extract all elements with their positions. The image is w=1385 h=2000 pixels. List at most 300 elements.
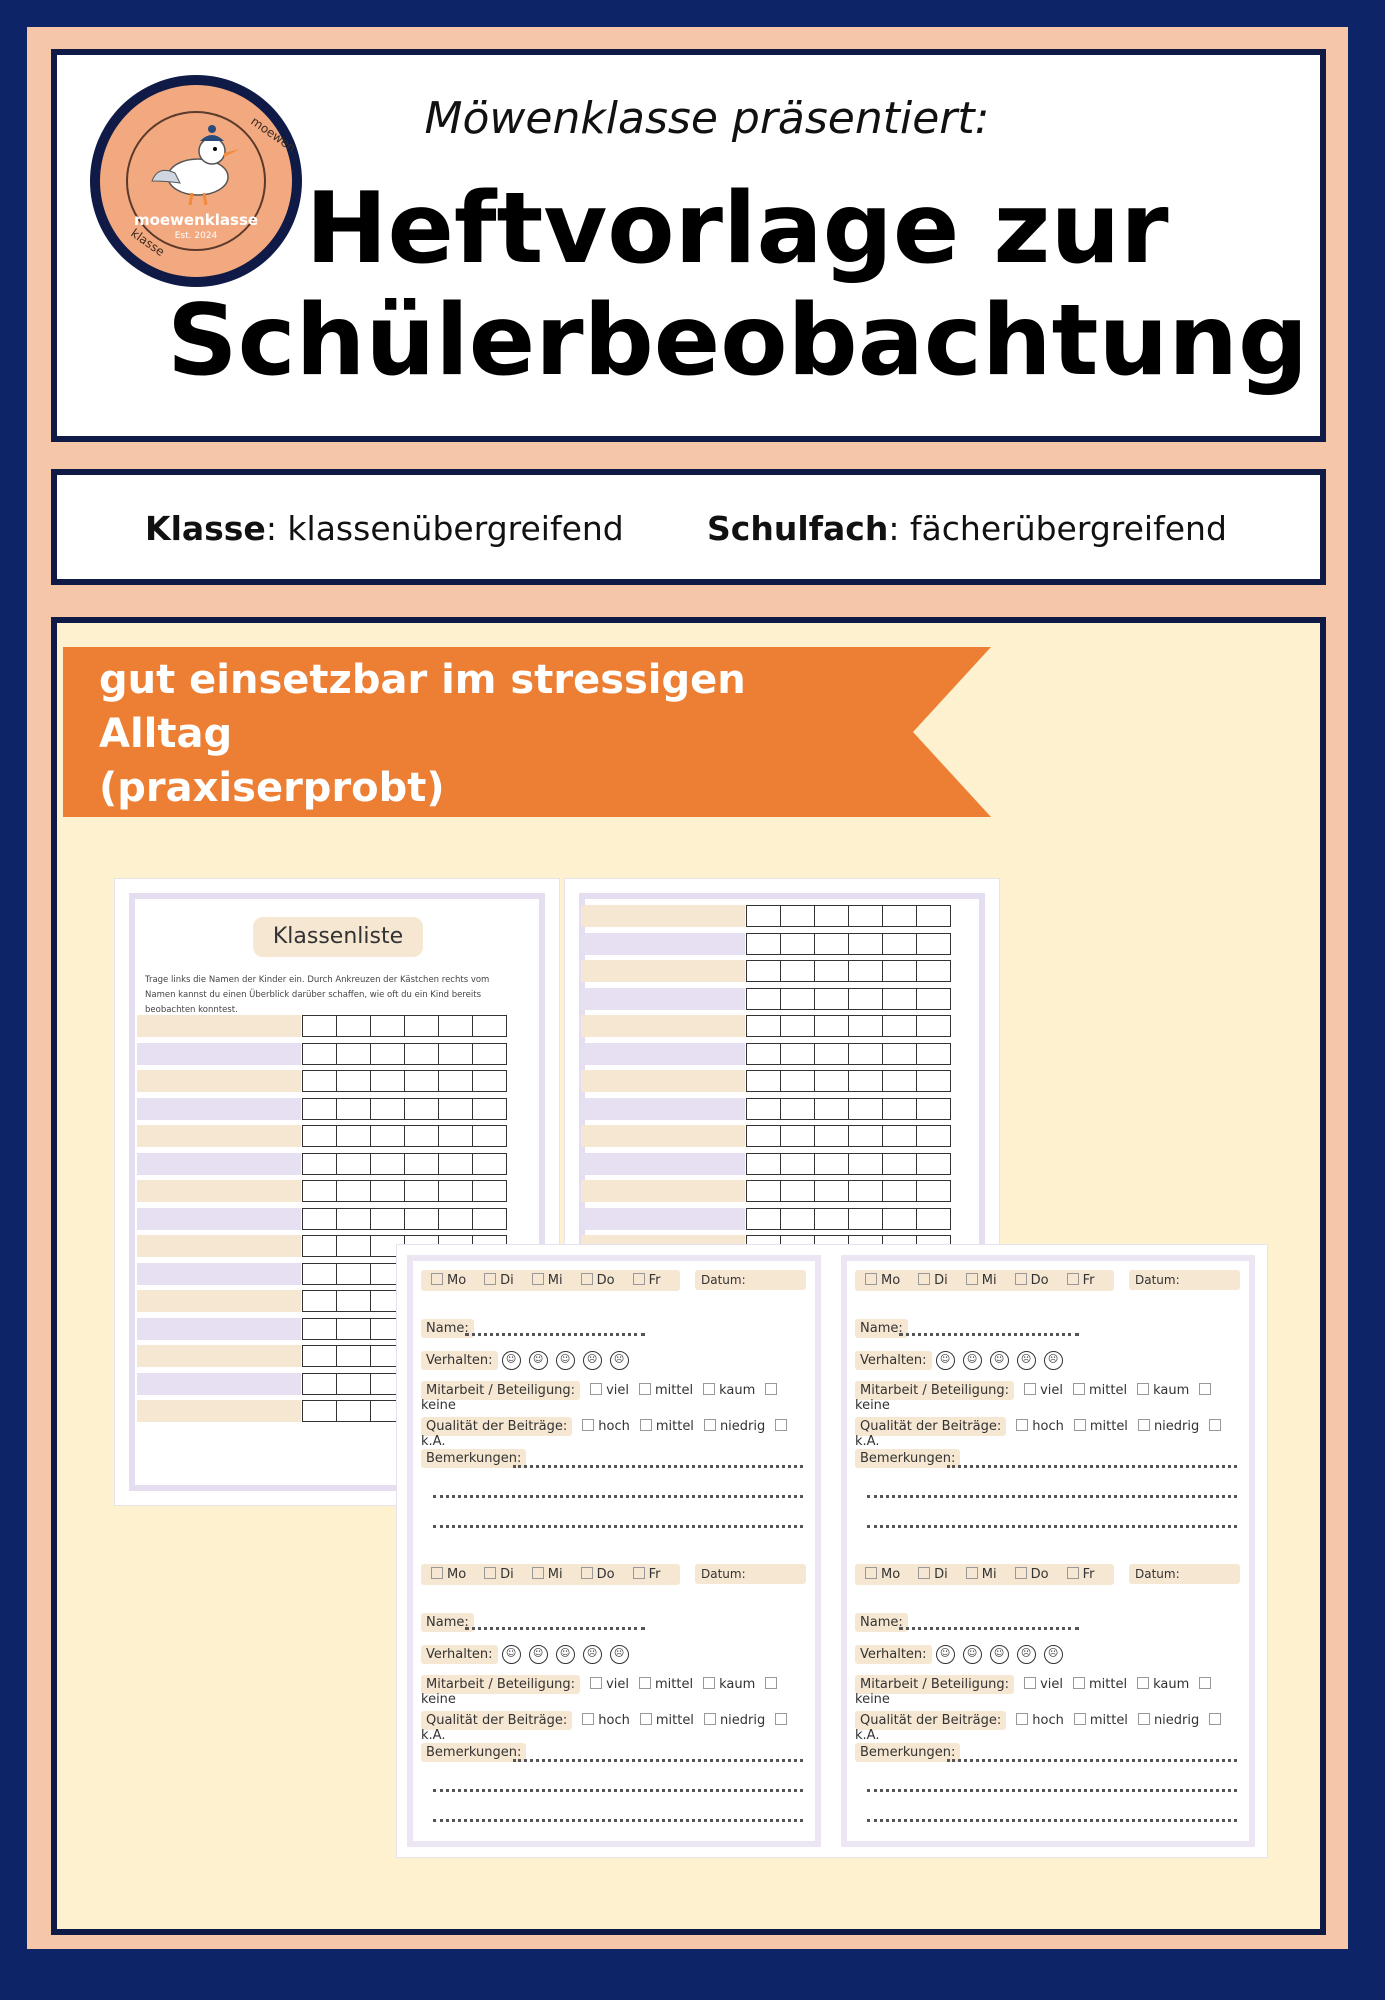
- tally-checkbox[interactable]: [882, 1015, 917, 1037]
- tally-checkbox[interactable]: [336, 1180, 371, 1202]
- tally-checkbox[interactable]: [882, 988, 917, 1010]
- weekday-label: Do: [1030, 1273, 1049, 1288]
- participation-checkbox[interactable]: [1199, 1383, 1211, 1395]
- tally-checkbox[interactable]: [438, 1208, 473, 1230]
- class-info: [145, 509, 624, 548]
- tally-checkbox[interactable]: [814, 1153, 849, 1175]
- weekday-label: Di: [500, 1273, 514, 1288]
- tally-checkbox[interactable]: [336, 1290, 371, 1312]
- tally-checkbox[interactable]: [336, 1015, 371, 1037]
- name-band: [137, 1070, 301, 1092]
- tally-checkbox[interactable]: [302, 1235, 337, 1257]
- tally-checkbox[interactable]: [472, 1153, 507, 1175]
- quality-option: hoch: [598, 1419, 630, 1434]
- date-field[interactable]: [695, 1273, 806, 1288]
- tally-checkbox[interactable]: [336, 1070, 371, 1092]
- tally-checkbox[interactable]: [882, 1125, 917, 1147]
- tally-checkbox[interactable]: [302, 1208, 337, 1230]
- name-band: [137, 1125, 301, 1147]
- participation-checkbox[interactable]: [765, 1383, 777, 1395]
- weekday-checkbox[interactable]: [532, 1567, 544, 1579]
- participation-row: [421, 1383, 815, 1413]
- tally-checkbox[interactable]: [882, 933, 917, 955]
- tally-checkbox[interactable]: [916, 933, 951, 955]
- weekday-label: Do: [596, 1567, 615, 1582]
- quality-checkbox[interactable]: [775, 1713, 787, 1725]
- tally-checkbox[interactable]: [814, 988, 849, 1010]
- weekday-checkbox[interactable]: [918, 1273, 930, 1285]
- date-label: Datum:: [1129, 1564, 1240, 1584]
- tally-checkbox[interactable]: [882, 1043, 917, 1065]
- weekday-checkbox[interactable]: [581, 1273, 593, 1285]
- tally-checkbox[interactable]: [916, 1098, 951, 1120]
- behavior-row: [421, 1645, 633, 1664]
- name-label: Name:: [855, 1319, 908, 1338]
- participation-checkbox[interactable]: [1199, 1677, 1211, 1689]
- tally-checkbox[interactable]: [848, 1098, 883, 1120]
- quality-option: mittel: [1089, 1713, 1128, 1728]
- weekday-options: [855, 1270, 1114, 1291]
- smiley-icon[interactable]: ☹: [1017, 1645, 1036, 1664]
- tally-checkbox[interactable]: [848, 933, 883, 955]
- tally-checkbox[interactable]: [302, 1318, 337, 1340]
- weekday-checkbox[interactable]: [966, 1273, 978, 1285]
- tally-checkbox[interactable]: [438, 1153, 473, 1175]
- quality-checkbox[interactable]: [1209, 1713, 1221, 1725]
- smiley-icon[interactable]: ☺: [529, 1351, 548, 1370]
- participation-option: viel: [1040, 1677, 1063, 1692]
- tally-checkbox[interactable]: [336, 1400, 371, 1422]
- smiley-icon[interactable]: ☺: [502, 1351, 521, 1370]
- tally-checkbox[interactable]: [780, 988, 815, 1010]
- tally-checkbox[interactable]: [848, 1180, 883, 1202]
- weekday-checkbox[interactable]: [484, 1567, 496, 1579]
- tally-checkbox[interactable]: [472, 1070, 507, 1092]
- quality-checkbox[interactable]: [1016, 1419, 1028, 1431]
- quality-checkbox[interactable]: [775, 1419, 787, 1431]
- tally-checkbox[interactable]: [814, 960, 849, 982]
- tally-checkbox[interactable]: [848, 1153, 883, 1175]
- tally-checkbox[interactable]: [814, 1208, 849, 1230]
- participation-checkbox[interactable]: [590, 1677, 602, 1689]
- tally-checkbox[interactable]: [336, 1373, 371, 1395]
- date-field[interactable]: [1129, 1273, 1240, 1288]
- participation-checkbox[interactable]: [703, 1677, 715, 1689]
- tally-checkbox[interactable]: [404, 1180, 439, 1202]
- tally-checkbox[interactable]: [302, 1263, 337, 1285]
- quality-checkbox[interactable]: [704, 1419, 716, 1431]
- participation-option: viel: [606, 1677, 629, 1692]
- participation-checkbox[interactable]: [1024, 1677, 1036, 1689]
- date-field[interactable]: [1129, 1567, 1240, 1582]
- tally-checkbox[interactable]: [370, 1043, 405, 1065]
- tally-checkbox[interactable]: [916, 1208, 951, 1230]
- tally-checkbox[interactable]: [916, 1043, 951, 1065]
- tally-checkbox[interactable]: [302, 1290, 337, 1312]
- tally-checkbox[interactable]: [916, 1070, 951, 1092]
- tally-checkbox[interactable]: [472, 1125, 507, 1147]
- quality-checkbox[interactable]: [640, 1419, 652, 1431]
- tally-checkbox[interactable]: [302, 1400, 337, 1422]
- smiley-icon[interactable]: ☺: [936, 1645, 955, 1664]
- tally-checkbox[interactable]: [780, 1043, 815, 1065]
- smiley-icon[interactable]: ☺: [963, 1351, 982, 1370]
- tally-checkbox[interactable]: [848, 1070, 883, 1092]
- tally-checkbox[interactable]: [848, 1208, 883, 1230]
- tally-checkbox[interactable]: [472, 1180, 507, 1202]
- remarks-field[interactable]: [855, 1745, 960, 1760]
- name-line: [899, 1627, 1079, 1630]
- smiley-icon[interactable]: ☹: [610, 1645, 629, 1664]
- quality-option: mittel: [655, 1713, 694, 1728]
- weekday-checkbox[interactable]: [633, 1567, 645, 1579]
- quality-checkbox[interactable]: [1016, 1713, 1028, 1725]
- name-line: [465, 1627, 645, 1630]
- title-line-2: Schülerbeobachtung: [167, 284, 1309, 398]
- smiley-icon[interactable]: ☺: [963, 1645, 982, 1664]
- tally-checkbox[interactable]: [780, 960, 815, 982]
- weekday-checkbox[interactable]: [865, 1273, 877, 1285]
- tally-checkbox[interactable]: [780, 933, 815, 955]
- participation-option: kaum: [719, 1677, 756, 1692]
- tally-checkbox[interactable]: [404, 1153, 439, 1175]
- subtitle: Möwenklasse präsentiert:: [424, 93, 990, 144]
- quality-checkbox[interactable]: [1074, 1713, 1086, 1725]
- tally-checkbox[interactable]: [882, 1098, 917, 1120]
- weekday-checkbox[interactable]: [966, 1567, 978, 1579]
- weekday-checkbox[interactable]: [532, 1273, 544, 1285]
- name-band: [581, 1208, 745, 1230]
- remarks-field[interactable]: [855, 1451, 960, 1466]
- remarks-line: [513, 1465, 803, 1468]
- tally-checkbox[interactable]: [336, 1043, 371, 1065]
- tally-checkbox[interactable]: [746, 1180, 781, 1202]
- behavior-label: Verhalten:: [855, 1645, 932, 1664]
- tally-checkbox[interactable]: [336, 1153, 371, 1175]
- weekday-checkbox[interactable]: [1015, 1273, 1027, 1285]
- tally-checkbox[interactable]: [848, 1015, 883, 1037]
- tally-checkbox[interactable]: [780, 1098, 815, 1120]
- tally-checkbox[interactable]: [746, 1098, 781, 1120]
- weekday-row: [855, 1273, 1114, 1288]
- smiley-icon[interactable]: ☹: [1017, 1351, 1036, 1370]
- tally-checkbox[interactable]: [472, 1208, 507, 1230]
- tally-checkbox[interactable]: [472, 1043, 507, 1065]
- weekday-checkbox[interactable]: [1067, 1567, 1079, 1579]
- tally-checkbox[interactable]: [814, 933, 849, 955]
- tally-checkbox[interactable]: [780, 1153, 815, 1175]
- tally-checkbox[interactable]: [780, 1125, 815, 1147]
- tally-checkbox[interactable]: [472, 1015, 507, 1037]
- quality-row: [855, 1713, 1249, 1743]
- quality-checkbox[interactable]: [1138, 1419, 1150, 1431]
- behavior-label: Verhalten:: [855, 1351, 932, 1370]
- weekday-checkbox[interactable]: [484, 1273, 496, 1285]
- meta-box: [51, 469, 1326, 585]
- tally-checkbox[interactable]: [302, 1043, 337, 1065]
- tally-checkbox[interactable]: [882, 1208, 917, 1230]
- quality-checkbox[interactable]: [1138, 1713, 1150, 1725]
- tally-checkbox[interactable]: [746, 1043, 781, 1065]
- name-band: [137, 1015, 301, 1037]
- quality-label: Qualität der Beiträge:: [855, 1417, 1006, 1436]
- tally-checkbox[interactable]: [404, 1125, 439, 1147]
- class-label: Klasse: [145, 509, 266, 548]
- remarks-line: [867, 1819, 1237, 1822]
- name-band: [137, 1318, 301, 1340]
- quality-option: niedrig: [1153, 1713, 1200, 1728]
- participation-option: kaum: [1153, 1383, 1190, 1398]
- tally-checkbox[interactable]: [404, 1098, 439, 1120]
- quality-checkbox[interactable]: [704, 1713, 716, 1725]
- quality-checkbox[interactable]: [640, 1713, 652, 1725]
- tally-checkbox[interactable]: [780, 1180, 815, 1202]
- name-band: [581, 1180, 745, 1202]
- tally-checkbox[interactable]: [404, 1015, 439, 1037]
- remarks-line: [867, 1789, 1237, 1792]
- tally-checkbox[interactable]: [916, 960, 951, 982]
- smiley-icon[interactable]: ☹: [583, 1645, 602, 1664]
- weekday-checkbox[interactable]: [1015, 1567, 1027, 1579]
- weekday-label: Fr: [648, 1273, 661, 1288]
- tally-checkbox[interactable]: [302, 1070, 337, 1092]
- participation-label: Mitarbeit / Beteiligung:: [421, 1675, 580, 1694]
- preview-observation-sheet: [397, 1245, 1267, 1857]
- tally-checkbox[interactable]: [370, 1180, 405, 1202]
- name-band: [137, 1373, 301, 1395]
- tally-checkbox[interactable]: [780, 905, 815, 927]
- weekday-options: [421, 1564, 680, 1585]
- tally-checkbox[interactable]: [848, 1043, 883, 1065]
- tally-checkbox[interactable]: [336, 1208, 371, 1230]
- smiley-icon[interactable]: ☺: [529, 1645, 548, 1664]
- tally-checkbox[interactable]: [302, 1015, 337, 1037]
- tally-checkbox[interactable]: [746, 1208, 781, 1230]
- logo-arc-top: moewen: [248, 113, 299, 155]
- quality-option: k.A.: [855, 1434, 880, 1449]
- quality-option: k.A.: [855, 1728, 880, 1743]
- tally-checkbox[interactable]: [746, 960, 781, 982]
- quality-option: mittel: [655, 1419, 694, 1434]
- participation-option: viel: [606, 1383, 629, 1398]
- smiley-icon[interactable]: ☺: [990, 1351, 1009, 1370]
- tally-checkbox[interactable]: [814, 1180, 849, 1202]
- class-list-title: Klassenliste: [253, 917, 423, 957]
- tally-checkbox[interactable]: [746, 933, 781, 955]
- participation-row: [855, 1677, 1249, 1707]
- tally-checkbox[interactable]: [438, 1125, 473, 1147]
- remarks-line: [947, 1759, 1237, 1762]
- weekday-row: [855, 1567, 1114, 1582]
- tally-checkbox[interactable]: [404, 1043, 439, 1065]
- smiley-icon[interactable]: ☹: [1044, 1351, 1063, 1370]
- quality-row: [855, 1419, 1249, 1449]
- participation-option: keine: [855, 1398, 890, 1413]
- weekday-checkbox[interactable]: [431, 1567, 443, 1579]
- participation-checkbox[interactable]: [703, 1383, 715, 1395]
- weekday-checkbox[interactable]: [633, 1273, 645, 1285]
- tally-checkbox[interactable]: [746, 988, 781, 1010]
- tally-checkbox[interactable]: [746, 1153, 781, 1175]
- tally-checkbox[interactable]: [814, 1043, 849, 1065]
- tally-checkbox[interactable]: [302, 1180, 337, 1202]
- tally-checkbox[interactable]: [746, 1015, 781, 1037]
- tally-checkbox[interactable]: [746, 1070, 781, 1092]
- quality-option: niedrig: [719, 1419, 766, 1434]
- participation-checkbox[interactable]: [1073, 1677, 1085, 1689]
- tally-checkbox[interactable]: [814, 905, 849, 927]
- tally-checkbox[interactable]: [438, 1098, 473, 1120]
- remarks-label: Bemerkungen:: [855, 1449, 960, 1468]
- tally-checkbox[interactable]: [814, 1070, 849, 1092]
- tally-checkbox[interactable]: [916, 1125, 951, 1147]
- tally-checkbox[interactable]: [848, 905, 883, 927]
- tally-checkbox[interactable]: [882, 960, 917, 982]
- tally-checkbox[interactable]: [336, 1235, 371, 1257]
- name-band: [581, 1153, 745, 1175]
- tally-checkbox[interactable]: [916, 1180, 951, 1202]
- tally-checkbox[interactable]: [780, 1015, 815, 1037]
- smiley-icon[interactable]: ☺: [936, 1351, 955, 1370]
- quality-option: hoch: [1032, 1419, 1064, 1434]
- tally-checkbox[interactable]: [848, 960, 883, 982]
- date-label: Datum:: [695, 1564, 806, 1584]
- tally-checkbox[interactable]: [780, 1208, 815, 1230]
- smiley-icon[interactable]: ☹: [1044, 1645, 1063, 1664]
- banner-text: [99, 653, 859, 815]
- tally-checkbox[interactable]: [302, 1345, 337, 1367]
- weekday-options: [855, 1564, 1114, 1585]
- weekday-checkbox[interactable]: [581, 1567, 593, 1579]
- tally-checkbox[interactable]: [404, 1070, 439, 1092]
- smiley-icon[interactable]: ☹: [610, 1351, 629, 1370]
- tally-checkbox[interactable]: [302, 1098, 337, 1120]
- tally-checkbox[interactable]: [814, 1015, 849, 1037]
- smiley-icon[interactable]: ☺: [556, 1351, 575, 1370]
- participation-checkbox[interactable]: [1137, 1383, 1149, 1395]
- tally-checkbox[interactable]: [780, 1070, 815, 1092]
- name-band: [581, 933, 745, 955]
- tally-checkbox[interactable]: [472, 1098, 507, 1120]
- tally-checkbox[interactable]: [848, 1125, 883, 1147]
- tally-checkbox[interactable]: [438, 1015, 473, 1037]
- quality-label: Qualität der Beiträge:: [421, 1711, 572, 1730]
- tally-checkbox[interactable]: [438, 1070, 473, 1092]
- tally-checkbox[interactable]: [916, 988, 951, 1010]
- remarks-field[interactable]: [421, 1745, 526, 1760]
- logo-est: Est. 2024: [174, 231, 218, 241]
- remarks-label: Bemerkungen:: [421, 1743, 526, 1762]
- tally-checkbox[interactable]: [336, 1263, 371, 1285]
- name-band: [137, 1180, 301, 1202]
- tally-checkbox[interactable]: [746, 1125, 781, 1147]
- quality-checkbox[interactable]: [1074, 1419, 1086, 1431]
- remarks-line: [947, 1465, 1237, 1468]
- smiley-icon[interactable]: ☺: [502, 1645, 521, 1664]
- tally-checkbox[interactable]: [882, 1180, 917, 1202]
- remarks-field[interactable]: [421, 1451, 526, 1466]
- tally-checkbox[interactable]: [916, 905, 951, 927]
- participation-option: kaum: [1153, 1677, 1190, 1692]
- name-band: [581, 988, 745, 1010]
- tally-checkbox[interactable]: [370, 1070, 405, 1092]
- participation-row: [421, 1677, 815, 1707]
- tally-checkbox[interactable]: [302, 1373, 337, 1395]
- tally-checkbox[interactable]: [370, 1098, 405, 1120]
- weekday-label: Mi: [547, 1273, 563, 1288]
- quality-option: k.A.: [421, 1434, 446, 1449]
- participation-label: Mitarbeit / Beteiligung:: [855, 1675, 1014, 1694]
- tally-checkbox[interactable]: [336, 1318, 371, 1340]
- tally-checkbox[interactable]: [370, 1015, 405, 1037]
- participation-checkbox[interactable]: [639, 1383, 651, 1395]
- tally-checkbox[interactable]: [438, 1043, 473, 1065]
- date-field[interactable]: [695, 1567, 806, 1582]
- smiley-icon[interactable]: ☺: [990, 1645, 1009, 1664]
- tally-checkbox[interactable]: [848, 988, 883, 1010]
- tally-checkbox[interactable]: [882, 1153, 917, 1175]
- tally-checkbox[interactable]: [370, 1153, 405, 1175]
- subject-value: : fächerübergreifend: [888, 509, 1227, 548]
- participation-checkbox[interactable]: [1024, 1383, 1036, 1395]
- remarks-line: [867, 1525, 1237, 1528]
- tally-checkbox[interactable]: [882, 905, 917, 927]
- smiley-icon[interactable]: ☹: [583, 1351, 602, 1370]
- participation-checkbox[interactable]: [765, 1677, 777, 1689]
- quality-checkbox[interactable]: [582, 1713, 594, 1725]
- tally-checkbox[interactable]: [916, 1015, 951, 1037]
- weekday-checkbox[interactable]: [431, 1273, 443, 1285]
- tally-checkbox[interactable]: [302, 1125, 337, 1147]
- participation-checkbox[interactable]: [1137, 1677, 1149, 1689]
- name-band: [581, 1098, 745, 1120]
- quality-checkbox[interactable]: [1209, 1419, 1221, 1431]
- weekday-checkbox[interactable]: [918, 1567, 930, 1579]
- tally-checkbox[interactable]: [302, 1153, 337, 1175]
- tally-checkbox[interactable]: [370, 1208, 405, 1230]
- tally-checkbox[interactable]: [336, 1345, 371, 1367]
- tally-checkbox[interactable]: [438, 1180, 473, 1202]
- smiley-icon[interactable]: ☺: [556, 1645, 575, 1664]
- name-band: [581, 1043, 745, 1065]
- remarks-label: Bemerkungen:: [421, 1449, 526, 1468]
- participation-checkbox[interactable]: [590, 1383, 602, 1395]
- weekday-label: Fr: [1082, 1273, 1095, 1288]
- participation-checkbox[interactable]: [639, 1677, 651, 1689]
- name-band: [137, 1043, 301, 1065]
- tally-checkbox[interactable]: [746, 905, 781, 927]
- class-list-intro: Trage links die Namen der Kinder ein. Durch Ankreuzen der Kästchen rechts vom Namen kannst du einen Überblick darüber schaffen, wie oft du ein Kind bereits beobachten konntest.: [145, 975, 490, 1015]
- remarks-line: [867, 1495, 1237, 1498]
- weekday-checkbox[interactable]: [865, 1567, 877, 1579]
- name-band: [581, 1125, 745, 1147]
- name-label: Name:: [855, 1613, 908, 1632]
- tally-checkbox[interactable]: [336, 1098, 371, 1120]
- tally-checkbox[interactable]: [404, 1208, 439, 1230]
- participation-checkbox[interactable]: [1073, 1383, 1085, 1395]
- tally-checkbox[interactable]: [814, 1125, 849, 1147]
- tally-checkbox[interactable]: [814, 1098, 849, 1120]
- date-label: Datum:: [1129, 1270, 1240, 1290]
- weekday-checkbox[interactable]: [1067, 1273, 1079, 1285]
- tally-checkbox[interactable]: [916, 1153, 951, 1175]
- tally-checkbox[interactable]: [370, 1125, 405, 1147]
- quality-checkbox[interactable]: [582, 1419, 594, 1431]
- tally-checkbox[interactable]: [882, 1070, 917, 1092]
- name-label: Name:: [421, 1613, 474, 1632]
- name-band: [137, 1098, 301, 1120]
- tally-checkbox[interactable]: [336, 1125, 371, 1147]
